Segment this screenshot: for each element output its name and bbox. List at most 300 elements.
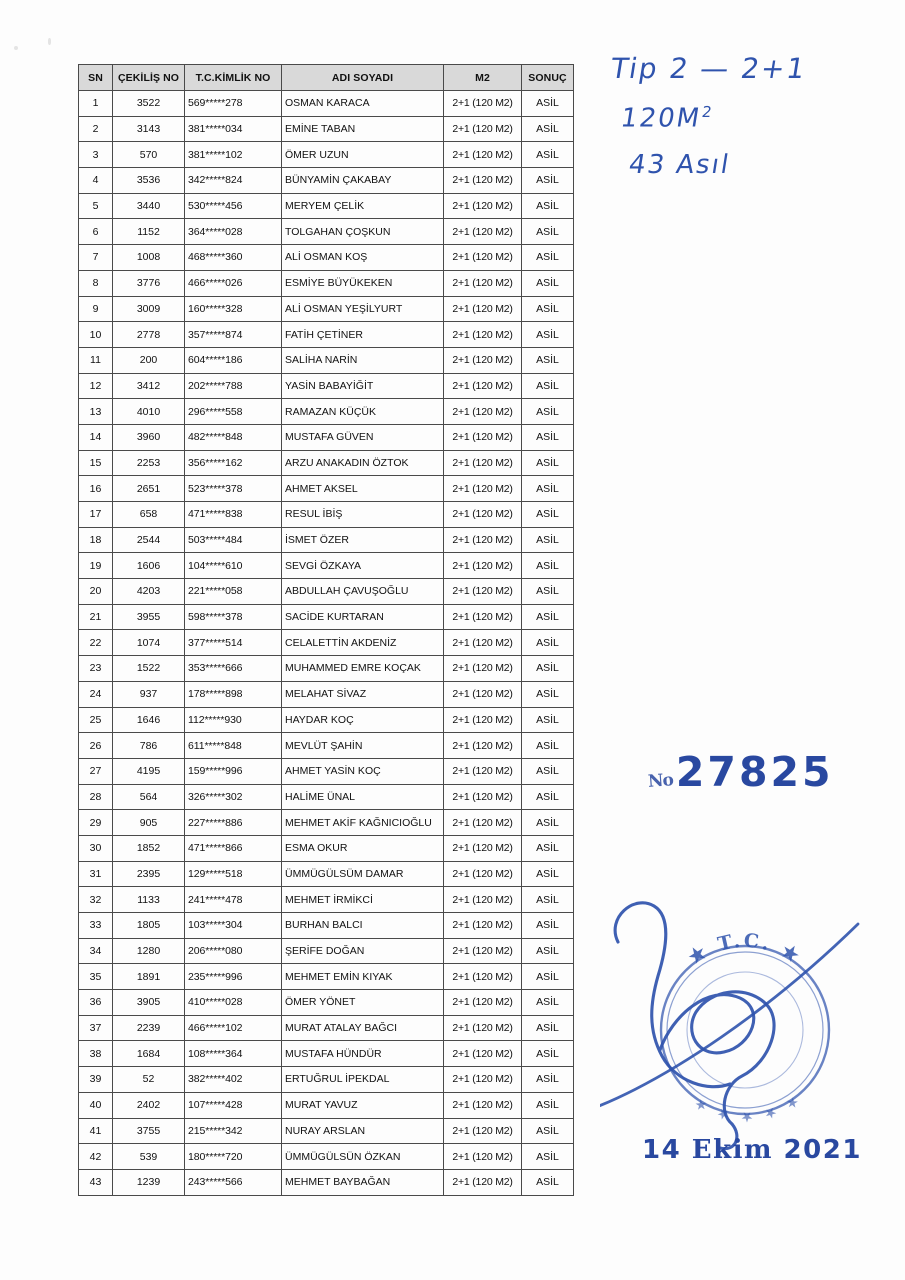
cell-cekilis-no: 3440 [113, 193, 185, 219]
cell-tc-kimlik-no: 202*****788 [185, 373, 282, 399]
cell-cekilis-no: 1606 [113, 553, 185, 579]
cell-sonuc: ASİL [522, 527, 574, 553]
cell-sonuc: ASİL [522, 450, 574, 476]
cell-adi-soyadi: MELAHAT SİVAZ [282, 681, 444, 707]
cell-m2: 2+1 (120 M2) [444, 116, 522, 142]
cell-sonuc: ASİL [522, 322, 574, 348]
table-row [79, 476, 574, 502]
table-row [79, 553, 574, 579]
cell-tc-kimlik-no: 227*****886 [185, 810, 282, 836]
number-stamp-digits: 27825 [675, 748, 834, 796]
cell-m2: 2+1 (120 M2) [444, 322, 522, 348]
cell-adi-soyadi: HALİME ÜNAL [282, 784, 444, 810]
cell-tc-kimlik-no: 611*****848 [185, 733, 282, 759]
table-row [79, 270, 574, 296]
cell-m2: 2+1 (120 M2) [444, 270, 522, 296]
cell-cekilis-no: 3143 [113, 116, 185, 142]
cell-sonuc: ASİL [522, 604, 574, 630]
cell-sonuc: ASİL [522, 1092, 574, 1118]
cell-sn: 43 [79, 1169, 113, 1195]
cell-adi-soyadi: ARZU ANAKADIN ÖZTOK [282, 450, 444, 476]
column-header-tc: T.C.KİMLİK NO [185, 65, 282, 91]
cell-sn: 24 [79, 681, 113, 707]
cell-sn: 23 [79, 656, 113, 682]
cell-sonuc: ASİL [522, 758, 574, 784]
cell-adi-soyadi: SEVGİ ÖZKAYA [282, 553, 444, 579]
cell-adi-soyadi: İSMET ÖZER [282, 527, 444, 553]
cell-sonuc: ASİL [522, 1169, 574, 1195]
cell-tc-kimlik-no: 241*****478 [185, 887, 282, 913]
cell-m2: 2+1 (120 M2) [444, 810, 522, 836]
cell-cekilis-no: 658 [113, 502, 185, 528]
cell-adi-soyadi: ÖMER UZUN [282, 142, 444, 168]
cell-tc-kimlik-no: 353*****666 [185, 656, 282, 682]
cell-tc-kimlik-no: 530*****456 [185, 193, 282, 219]
table-row [79, 168, 574, 194]
cell-sn: 25 [79, 707, 113, 733]
cell-sn: 38 [79, 1041, 113, 1067]
handwritten-note-area-exponent: 2 [700, 103, 716, 121]
cell-sonuc: ASİL [522, 681, 574, 707]
cell-m2: 2+1 (120 M2) [444, 656, 522, 682]
cell-sonuc: ASİL [522, 296, 574, 322]
cell-sn: 6 [79, 219, 113, 245]
cell-cekilis-no: 3960 [113, 424, 185, 450]
cell-sn: 11 [79, 347, 113, 373]
cell-sonuc: ASİL [522, 1144, 574, 1170]
handwritten-note-line-1: Tip 2 — 2+1 [608, 52, 810, 85]
cell-cekilis-no: 1522 [113, 656, 185, 682]
cell-cekilis-no: 937 [113, 681, 185, 707]
cell-tc-kimlik-no: 569*****278 [185, 91, 282, 117]
cell-sn: 30 [79, 835, 113, 861]
cell-m2: 2+1 (120 M2) [444, 424, 522, 450]
cell-adi-soyadi: FATİH ÇETİNER [282, 322, 444, 348]
cell-cekilis-no: 2402 [113, 1092, 185, 1118]
cell-adi-soyadi: YASİN BABAYİĞİT [282, 373, 444, 399]
cell-adi-soyadi: ESMİYE BÜYÜKEKEN [282, 270, 444, 296]
cell-adi-soyadi: MEVLÜT ŞAHİN [282, 733, 444, 759]
cell-sonuc: ASİL [522, 784, 574, 810]
cell-m2: 2+1 (120 M2) [444, 1144, 522, 1170]
cell-adi-soyadi: AHMET YASİN KOÇ [282, 758, 444, 784]
cell-sonuc: ASİL [522, 810, 574, 836]
cell-adi-soyadi: SACİDE KURTARAN [282, 604, 444, 630]
cell-adi-soyadi: MEHMET EMİN KIYAK [282, 964, 444, 990]
cell-sonuc: ASİL [522, 476, 574, 502]
cell-m2: 2+1 (120 M2) [444, 168, 522, 194]
cell-cekilis-no: 2239 [113, 1015, 185, 1041]
cell-sn: 26 [79, 733, 113, 759]
cell-sonuc: ASİL [522, 219, 574, 245]
svg-text:★ T.C. ★: ★ T.C. ★ [684, 929, 806, 969]
table-row [79, 347, 574, 373]
cell-adi-soyadi: MERYEM ÇELİK [282, 193, 444, 219]
column-header-sn: SN [79, 65, 113, 91]
cell-m2: 2+1 (120 M2) [444, 553, 522, 579]
cell-tc-kimlik-no: 129*****518 [185, 861, 282, 887]
cell-cekilis-no: 1805 [113, 913, 185, 939]
cell-adi-soyadi: ÜMMÜGÜLSÜM DAMAR [282, 861, 444, 887]
table-row [79, 835, 574, 861]
cell-m2: 2+1 (120 M2) [444, 142, 522, 168]
cell-tc-kimlik-no: 221*****058 [185, 579, 282, 605]
cell-tc-kimlik-no: 381*****102 [185, 142, 282, 168]
cell-cekilis-no: 3905 [113, 990, 185, 1016]
table-row [79, 116, 574, 142]
cell-m2: 2+1 (120 M2) [444, 835, 522, 861]
handwritten-note-line-3: 43 Asıl [626, 149, 733, 180]
cell-tc-kimlik-no: 159*****996 [185, 758, 282, 784]
handwritten-note-area-value: 120M [618, 103, 704, 134]
table-row [79, 861, 574, 887]
cell-tc-kimlik-no: 523*****378 [185, 476, 282, 502]
cell-m2: 2+1 (120 M2) [444, 681, 522, 707]
cell-sn: 20 [79, 579, 113, 605]
table-row [79, 373, 574, 399]
table-row [79, 938, 574, 964]
cell-tc-kimlik-no: 103*****304 [185, 913, 282, 939]
cell-m2: 2+1 (120 M2) [444, 861, 522, 887]
cell-sonuc: ASİL [522, 168, 574, 194]
cell-cekilis-no: 3412 [113, 373, 185, 399]
cell-adi-soyadi: CELALETTİN AKDENİZ [282, 630, 444, 656]
cell-tc-kimlik-no: 598*****378 [185, 604, 282, 630]
cell-tc-kimlik-no: 206*****080 [185, 938, 282, 964]
cell-adi-soyadi: TOLGAHAN ÇOŞKUN [282, 219, 444, 245]
scan-artifact [48, 38, 51, 45]
cell-sn: 36 [79, 990, 113, 1016]
cell-adi-soyadi: RAMAZAN KÜÇÜK [282, 399, 444, 425]
table-row [79, 1144, 574, 1170]
cell-adi-soyadi: ÜMMÜGÜLSÜN ÖZKAN [282, 1144, 444, 1170]
cell-sonuc: ASİL [522, 424, 574, 450]
cell-m2: 2+1 (120 M2) [444, 1092, 522, 1118]
cell-adi-soyadi: EMİNE TABAN [282, 116, 444, 142]
cell-sn: 34 [79, 938, 113, 964]
cell-m2: 2+1 (120 M2) [444, 1041, 522, 1067]
cell-sn: 40 [79, 1092, 113, 1118]
table-row [79, 579, 574, 605]
cell-sonuc: ASİL [522, 964, 574, 990]
table-header-row [79, 65, 574, 91]
cell-m2: 2+1 (120 M2) [444, 579, 522, 605]
cell-m2: 2+1 (120 M2) [444, 630, 522, 656]
table-row [79, 964, 574, 990]
cell-adi-soyadi: MURAT YAVUZ [282, 1092, 444, 1118]
roster-table [78, 64, 574, 1196]
cell-cekilis-no: 1152 [113, 219, 185, 245]
cell-sonuc: ASİL [522, 887, 574, 913]
cell-cekilis-no: 1646 [113, 707, 185, 733]
cell-sn: 14 [79, 424, 113, 450]
cell-sonuc: ASİL [522, 116, 574, 142]
cell-sonuc: ASİL [522, 707, 574, 733]
cell-tc-kimlik-no: 377*****514 [185, 630, 282, 656]
cell-adi-soyadi: RESUL İBİŞ [282, 502, 444, 528]
cell-tc-kimlik-no: 471*****866 [185, 835, 282, 861]
table-row [79, 296, 574, 322]
cell-cekilis-no: 539 [113, 1144, 185, 1170]
cell-cekilis-no: 4203 [113, 579, 185, 605]
cell-adi-soyadi: SALİHA NARİN [282, 347, 444, 373]
cell-cekilis-no: 1239 [113, 1169, 185, 1195]
column-header-sonuc: SONUÇ [522, 65, 574, 91]
cell-tc-kimlik-no: 356*****162 [185, 450, 282, 476]
cell-tc-kimlik-no: 466*****102 [185, 1015, 282, 1041]
cell-tc-kimlik-no: 160*****328 [185, 296, 282, 322]
cell-m2: 2+1 (120 M2) [444, 938, 522, 964]
cell-tc-kimlik-no: 107*****428 [185, 1092, 282, 1118]
cell-sonuc: ASİL [522, 347, 574, 373]
cell-tc-kimlik-no: 178*****898 [185, 681, 282, 707]
cell-tc-kimlik-no: 468*****360 [185, 245, 282, 271]
cell-sonuc: ASİL [522, 270, 574, 296]
cell-sn: 9 [79, 296, 113, 322]
cell-sonuc: ASİL [522, 399, 574, 425]
cell-tc-kimlik-no: 108*****364 [185, 1041, 282, 1067]
cell-tc-kimlik-no: 326*****302 [185, 784, 282, 810]
cell-sn: 7 [79, 245, 113, 271]
cell-cekilis-no: 564 [113, 784, 185, 810]
cell-sonuc: ASİL [522, 1015, 574, 1041]
table-row [79, 527, 574, 553]
table-row [79, 681, 574, 707]
cell-adi-soyadi: BURHAN BALCI [282, 913, 444, 939]
cell-cekilis-no: 52 [113, 1067, 185, 1093]
table-row [79, 656, 574, 682]
cell-cekilis-no: 1074 [113, 630, 185, 656]
cell-tc-kimlik-no: 382*****402 [185, 1067, 282, 1093]
cell-m2: 2+1 (120 M2) [444, 1118, 522, 1144]
cell-sn: 16 [79, 476, 113, 502]
cell-tc-kimlik-no: 410*****028 [185, 990, 282, 1016]
scan-artifact [14, 46, 18, 50]
cell-cekilis-no: 786 [113, 733, 185, 759]
table-row [79, 887, 574, 913]
cell-m2: 2+1 (120 M2) [444, 913, 522, 939]
cell-sonuc: ASİL [522, 1067, 574, 1093]
cell-tc-kimlik-no: 466*****026 [185, 270, 282, 296]
table-row [79, 1015, 574, 1041]
number-stamp-label: No [647, 770, 674, 792]
cell-m2: 2+1 (120 M2) [444, 990, 522, 1016]
table-row [79, 604, 574, 630]
cell-sn: 1 [79, 91, 113, 117]
cell-tc-kimlik-no: 104*****610 [185, 553, 282, 579]
table-body [79, 91, 574, 1196]
table-row [79, 1169, 574, 1195]
cell-cekilis-no: 1008 [113, 245, 185, 271]
cell-cekilis-no: 1891 [113, 964, 185, 990]
cell-sn: 4 [79, 168, 113, 194]
cell-tc-kimlik-no: 215*****342 [185, 1118, 282, 1144]
cell-m2: 2+1 (120 M2) [444, 1169, 522, 1195]
cell-m2: 2+1 (120 M2) [444, 1015, 522, 1041]
cell-sonuc: ASİL [522, 142, 574, 168]
table-row [79, 733, 574, 759]
cell-m2: 2+1 (120 M2) [444, 964, 522, 990]
date-stamp [642, 1135, 862, 1165]
cell-cekilis-no: 1684 [113, 1041, 185, 1067]
table-row [79, 784, 574, 810]
cell-m2: 2+1 (120 M2) [444, 296, 522, 322]
cell-sn: 31 [79, 861, 113, 887]
cell-cekilis-no: 3955 [113, 604, 185, 630]
cell-adi-soyadi: ESMA OKUR [282, 835, 444, 861]
cell-m2: 2+1 (120 M2) [444, 1067, 522, 1093]
cell-sonuc: ASİL [522, 502, 574, 528]
svg-text:★ ★ ★ ★ ★: ★ ★ ★ ★ ★ [689, 1094, 801, 1124]
cell-tc-kimlik-no: 180*****720 [185, 1144, 282, 1170]
cell-adi-soyadi: BÜNYAMİN ÇAKABAY [282, 168, 444, 194]
cell-sonuc: ASİL [522, 990, 574, 1016]
cell-cekilis-no: 1852 [113, 835, 185, 861]
cell-m2: 2+1 (120 M2) [444, 502, 522, 528]
cell-m2: 2+1 (120 M2) [444, 219, 522, 245]
cell-sn: 22 [79, 630, 113, 656]
cell-sn: 33 [79, 913, 113, 939]
cell-sn: 29 [79, 810, 113, 836]
cell-adi-soyadi: MEHMET İRMİKCİ [282, 887, 444, 913]
table-row [79, 424, 574, 450]
cell-sn: 42 [79, 1144, 113, 1170]
cell-adi-soyadi: MEHMET BAYBAĞAN [282, 1169, 444, 1195]
cell-sn: 8 [79, 270, 113, 296]
cell-tc-kimlik-no: 381*****034 [185, 116, 282, 142]
cell-sonuc: ASİL [522, 193, 574, 219]
cell-adi-soyadi: AHMET AKSEL [282, 476, 444, 502]
cell-cekilis-no: 2253 [113, 450, 185, 476]
cell-sonuc: ASİL [522, 553, 574, 579]
cell-m2: 2+1 (120 M2) [444, 91, 522, 117]
cell-adi-soyadi: OSMAN KARACA [282, 91, 444, 117]
cell-sonuc: ASİL [522, 733, 574, 759]
cell-sonuc: ASİL [522, 861, 574, 887]
cell-tc-kimlik-no: 342*****824 [185, 168, 282, 194]
cell-sonuc: ASİL [522, 630, 574, 656]
handwritten-note [607, 52, 887, 180]
cell-adi-soyadi: ALİ OSMAN KOŞ [282, 245, 444, 271]
cell-sn: 28 [79, 784, 113, 810]
cell-m2: 2+1 (120 M2) [444, 784, 522, 810]
cell-tc-kimlik-no: 604*****186 [185, 347, 282, 373]
cell-cekilis-no: 4195 [113, 758, 185, 784]
cell-sn: 27 [79, 758, 113, 784]
table-row [79, 193, 574, 219]
date-stamp-year: 2021 [783, 1135, 862, 1165]
cell-cekilis-no: 2544 [113, 527, 185, 553]
table-row [79, 630, 574, 656]
cell-adi-soyadi: MUSTAFA GÜVEN [282, 424, 444, 450]
date-stamp-month: Ekim [691, 1135, 773, 1165]
cell-cekilis-no: 1280 [113, 938, 185, 964]
cell-tc-kimlik-no: 471*****838 [185, 502, 282, 528]
table-header [79, 65, 574, 91]
table-row [79, 810, 574, 836]
cell-adi-soyadi: ÖMER YÖNET [282, 990, 444, 1016]
cell-adi-soyadi: ABDULLAH ÇAVUŞOĞLU [282, 579, 444, 605]
cell-m2: 2+1 (120 M2) [444, 399, 522, 425]
cell-sn: 13 [79, 399, 113, 425]
cell-cekilis-no: 2778 [113, 322, 185, 348]
cell-m2: 2+1 (120 M2) [444, 733, 522, 759]
cell-tc-kimlik-no: 482*****848 [185, 424, 282, 450]
cell-m2: 2+1 (120 M2) [444, 707, 522, 733]
table-row [79, 1092, 574, 1118]
table-row [79, 990, 574, 1016]
cell-sonuc: ASİL [522, 913, 574, 939]
cell-sn: 2 [79, 116, 113, 142]
cell-cekilis-no: 3009 [113, 296, 185, 322]
cell-m2: 2+1 (120 M2) [444, 476, 522, 502]
table-row [79, 142, 574, 168]
cell-tc-kimlik-no: 235*****996 [185, 964, 282, 990]
cell-sonuc: ASİL [522, 1041, 574, 1067]
table-row [79, 502, 574, 528]
cell-sn: 10 [79, 322, 113, 348]
cell-tc-kimlik-no: 364*****028 [185, 219, 282, 245]
table-row [79, 91, 574, 117]
cell-m2: 2+1 (120 M2) [444, 527, 522, 553]
cell-cekilis-no: 2651 [113, 476, 185, 502]
cell-sonuc: ASİL [522, 91, 574, 117]
table-row [79, 707, 574, 733]
cell-tc-kimlik-no: 296*****558 [185, 399, 282, 425]
cell-m2: 2+1 (120 M2) [444, 604, 522, 630]
cell-sonuc: ASİL [522, 579, 574, 605]
cell-tc-kimlik-no: 357*****874 [185, 322, 282, 348]
cell-tc-kimlik-no: 112*****930 [185, 707, 282, 733]
cell-adi-soyadi: MEHMET AKİF KAĞNICIOĞLU [282, 810, 444, 836]
cell-tc-kimlik-no: 243*****566 [185, 1169, 282, 1195]
table-row [79, 219, 574, 245]
table-row [79, 322, 574, 348]
cell-tc-kimlik-no: 503*****484 [185, 527, 282, 553]
cell-adi-soyadi: ALİ OSMAN YEŞİLYURT [282, 296, 444, 322]
table-row [79, 450, 574, 476]
cell-sn: 35 [79, 964, 113, 990]
cell-sonuc: ASİL [522, 938, 574, 964]
cell-sonuc: ASİL [522, 835, 574, 861]
cell-cekilis-no: 3522 [113, 91, 185, 117]
cell-cekilis-no: 570 [113, 142, 185, 168]
cell-cekilis-no: 1133 [113, 887, 185, 913]
cell-adi-soyadi: HAYDAR KOÇ [282, 707, 444, 733]
table-row [79, 913, 574, 939]
column-header-cekilis: ÇEKİLİŞ NO [113, 65, 185, 91]
cell-sn: 12 [79, 373, 113, 399]
table-row [79, 1118, 574, 1144]
cell-cekilis-no: 905 [113, 810, 185, 836]
cell-sn: 17 [79, 502, 113, 528]
cell-adi-soyadi: ERTUĞRUL İPEKDAL [282, 1067, 444, 1093]
cell-m2: 2+1 (120 M2) [444, 373, 522, 399]
table-row [79, 758, 574, 784]
cell-cekilis-no: 200 [113, 347, 185, 373]
cell-sn: 21 [79, 604, 113, 630]
number-stamp [648, 748, 834, 796]
date-stamp-day: 14 [642, 1135, 682, 1165]
cell-cekilis-no: 3536 [113, 168, 185, 194]
cell-cekilis-no: 3755 [113, 1118, 185, 1144]
cell-sn: 37 [79, 1015, 113, 1041]
handwritten-note-line-2 [619, 103, 890, 134]
cell-sn: 3 [79, 142, 113, 168]
cell-adi-soyadi: MUSTAFA HÜNDÜR [282, 1041, 444, 1067]
table-row [79, 399, 574, 425]
cell-sonuc: ASİL [522, 656, 574, 682]
